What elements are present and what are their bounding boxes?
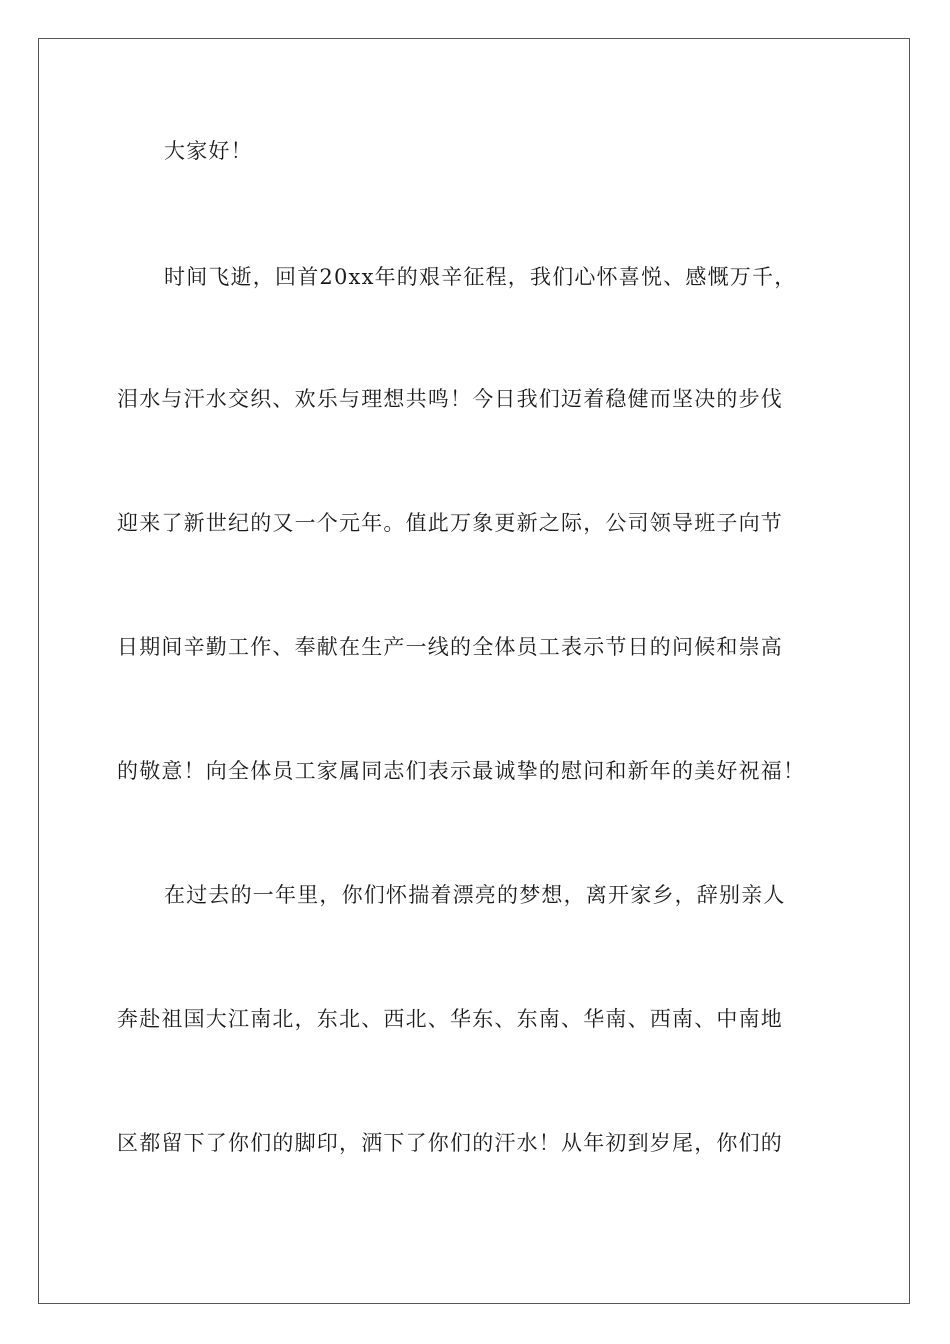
paragraph-line: 的敬意！向全体员工家属同志们表示最诚挚的慰问和新年的美好祝福！ [117, 759, 806, 783]
paragraph-line: 在过去的一年里，你们怀揣着漂亮的梦想，离开家乡，辞别亲人 [164, 883, 786, 907]
paragraph-line: 泪水与汗水交织、欢乐与理想共鸣！今日我们迈着稳健而坚决的步伐 [117, 387, 783, 411]
paragraph-line: 区都留下了你们的脚印，洒下了你们的汗水！从年初到岁尾，你们的 [117, 1131, 783, 1155]
page-border [38, 38, 910, 1304]
paragraph-line: 日期间辛勤工作、奉献在生产一线的全体员工表示节日的问候和崇高 [117, 635, 783, 659]
paragraph-line: 迎来了新世纪的又一个元年。值此万象更新之际，公司领导班子向节 [117, 511, 783, 535]
paragraph-line: 奔赴祖国大江南北，东北、西北、华东、东南、华南、西南、中南地 [117, 1007, 783, 1031]
greeting-line: 大家好！ [164, 139, 253, 163]
paragraph-line: 时间飞逝，回首20xx年的艰辛征程，我们心怀喜悦、感慨万千， [164, 265, 797, 289]
